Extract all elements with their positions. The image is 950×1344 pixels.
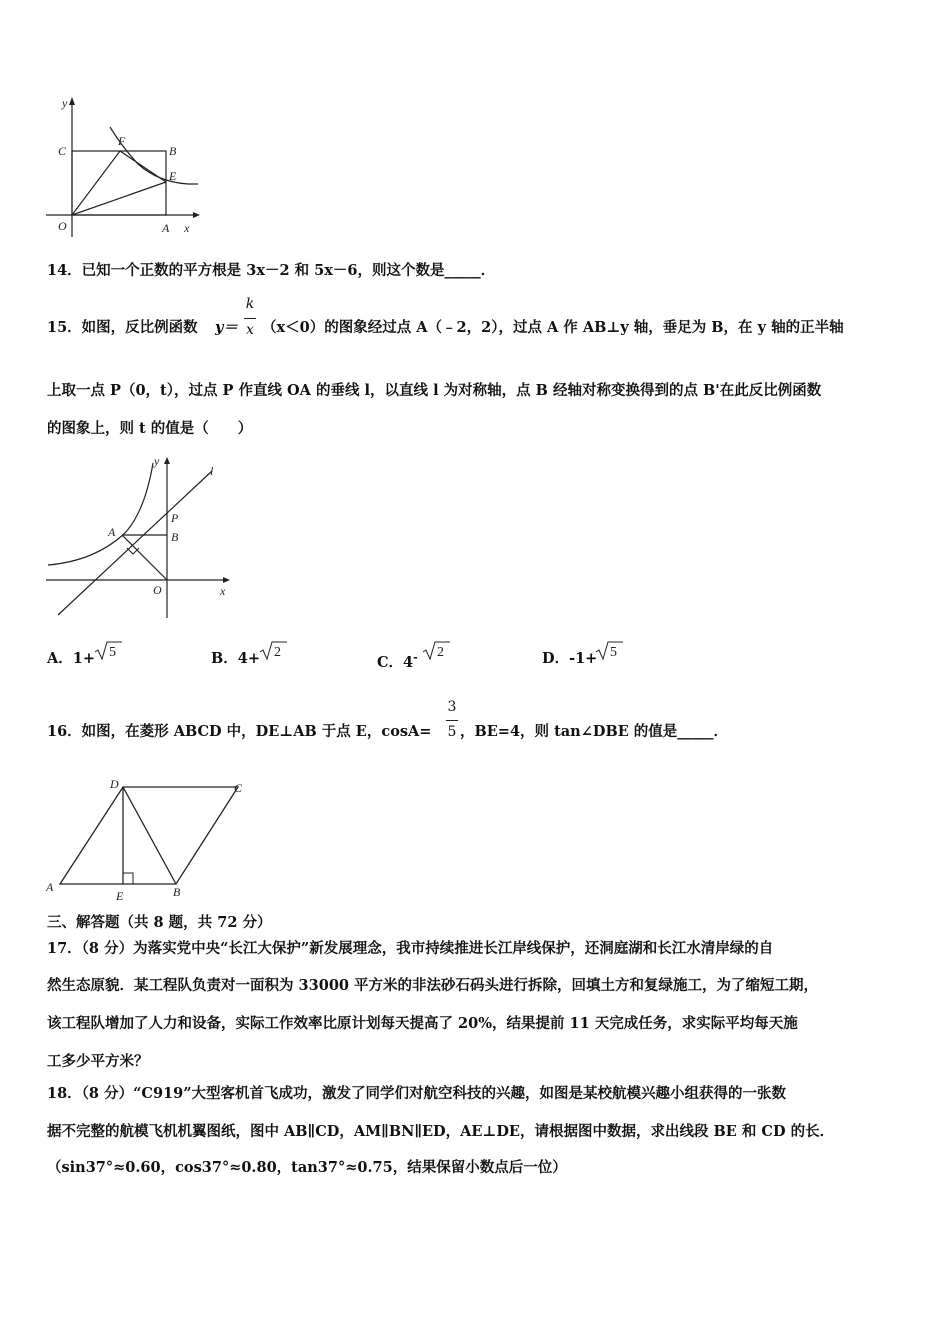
option-letter: A． — [47, 650, 73, 667]
q17-line: 工多少平方米？ — [47, 1053, 149, 1070]
label-y: y — [62, 96, 68, 110]
q16-frac-num: 3 — [447, 699, 457, 715]
q15-y-eq: y＝ — [215, 319, 238, 336]
option-prefix: -1+ — [569, 650, 598, 667]
label-O: O — [58, 219, 67, 233]
q17-line: 17．（8 分）为落实党中央“长江大保护”新发展理念，我市持续推进长江岸线保护，还洞庭湖和长江水清岸绿的自 — [47, 940, 774, 957]
q16-intro: 16．如图，在菱形 ABCD 中，DE⊥AB 于点 E，cosA= — [47, 723, 432, 740]
q16-intro-rest: ，BE=4，则 tan∠DBE 的值是_____． — [460, 723, 729, 740]
label-D: D — [110, 777, 119, 791]
q17-line: 该工程队增加了人力和设备，实际工作效率比原计划每天提高了 20%，结果提前 11 天完成任务，求实际平均每天施 — [47, 1015, 798, 1032]
label-C: C — [234, 781, 243, 795]
label-y: y — [154, 454, 160, 468]
label-F: F — [118, 134, 126, 148]
option-prefix: 4 — [403, 653, 414, 671]
option-prefix: 4+ — [237, 650, 261, 667]
option-sup: - — [413, 651, 418, 664]
segment-AO — [122, 535, 167, 580]
label-B: B — [171, 530, 179, 544]
q18-line: 据不完整的航模飞机机翼图纸，图中 AB∥CD，AM∥BN∥ED，AE⊥DE，请根据图中数据，求出线段 BE 和 CD 的长． — [47, 1123, 835, 1140]
label-C: C — [58, 144, 67, 158]
q15-intro: 15．如图，反比例函数 — [47, 319, 198, 336]
sqrt-sign — [94, 641, 124, 661]
label-P: P — [171, 511, 179, 525]
label-l: l — [210, 464, 214, 478]
option-letter: D． — [542, 650, 570, 667]
right-angle-mark — [123, 873, 133, 884]
label-A: A — [108, 525, 116, 539]
x-axis-arrow — [193, 212, 200, 218]
q16-frac-bar — [446, 720, 458, 721]
label-B: B — [173, 885, 181, 899]
q15-intro-rest: （x＜0）的图象经过点 A（﹣2，2），过点 A 作 AB⊥y 轴，垂足为 B，在 y 轴的正半轴 — [262, 319, 844, 336]
segment-DB — [123, 787, 176, 884]
label-E: E — [116, 889, 124, 903]
y-axis-arrow — [164, 457, 170, 464]
radicand: 2 — [437, 645, 444, 660]
label-O: O — [153, 583, 162, 597]
q15-line3: 的图象上，则 t 的值是（ ） — [47, 420, 253, 437]
q18-line: 18．（8 分）“C919”大型客机首飞成功，激发了同学们对航空科技的兴趣，如图是某校航模兴趣小组获得的一张数 — [47, 1085, 787, 1102]
segment-OF — [72, 151, 120, 215]
q14-figure — [38, 92, 208, 242]
rectangle-OABC — [72, 151, 166, 215]
label-A: A — [46, 880, 54, 894]
q17-line: 然生态原貌．某工程队负责对一面积为 33000 平方米的非法砂石码头进行拆除，回填土方和复绿施工，为了缩短工期， — [47, 977, 819, 994]
q14-text: 14．已知一个正数的平方根是 3x－2 和 5x－6，则这个数是_____． — [47, 262, 496, 279]
option-letter: B． — [211, 650, 238, 667]
q16-figure — [42, 775, 247, 905]
sqrt-sign — [595, 641, 625, 661]
q15-line2: 上取一点 P（0，t），过点 P 作直线 OA 的垂线 l，以直线 l 为对称轴，点 B 经轴对称变换得到的点 B'在此反比例函数 — [47, 382, 822, 399]
q15-figure — [40, 453, 240, 623]
q15-frac-num: k — [245, 296, 255, 312]
radicand: 2 — [274, 645, 281, 660]
section-heading: 三、解答题（共 8 题，共 72 分） — [47, 914, 272, 931]
segment-FE — [120, 151, 166, 182]
option-B[interactable] — [211, 652, 260, 667]
segment-OE — [72, 182, 166, 215]
option-D[interactable] — [542, 652, 597, 667]
label-E: E — [169, 169, 177, 183]
option-prefix: 1+ — [72, 650, 96, 667]
label-x: x — [220, 584, 226, 598]
sqrt-sign — [422, 641, 452, 661]
option-A[interactable] — [47, 652, 95, 667]
radicand: 5 — [109, 645, 116, 660]
option-C[interactable] — [377, 652, 418, 670]
label-x: x — [184, 221, 190, 235]
q18-line: （sin37°≈0.60，cos37°≈0.80，tan37°≈0.75，结果保留小数点后一位） — [47, 1159, 567, 1176]
q16-frac-den: 5 — [447, 724, 457, 740]
q15-frac-den: x — [246, 322, 254, 338]
label-B: B — [169, 144, 177, 158]
label-A: A — [162, 221, 170, 235]
y-axis-arrow — [69, 97, 75, 105]
x-axis-arrow — [223, 577, 230, 583]
q15-frac-bar — [244, 318, 256, 319]
radicand: 5 — [610, 645, 617, 660]
line-l — [58, 471, 212, 615]
option-letter: C． — [377, 653, 404, 671]
sqrt-sign — [259, 641, 289, 661]
